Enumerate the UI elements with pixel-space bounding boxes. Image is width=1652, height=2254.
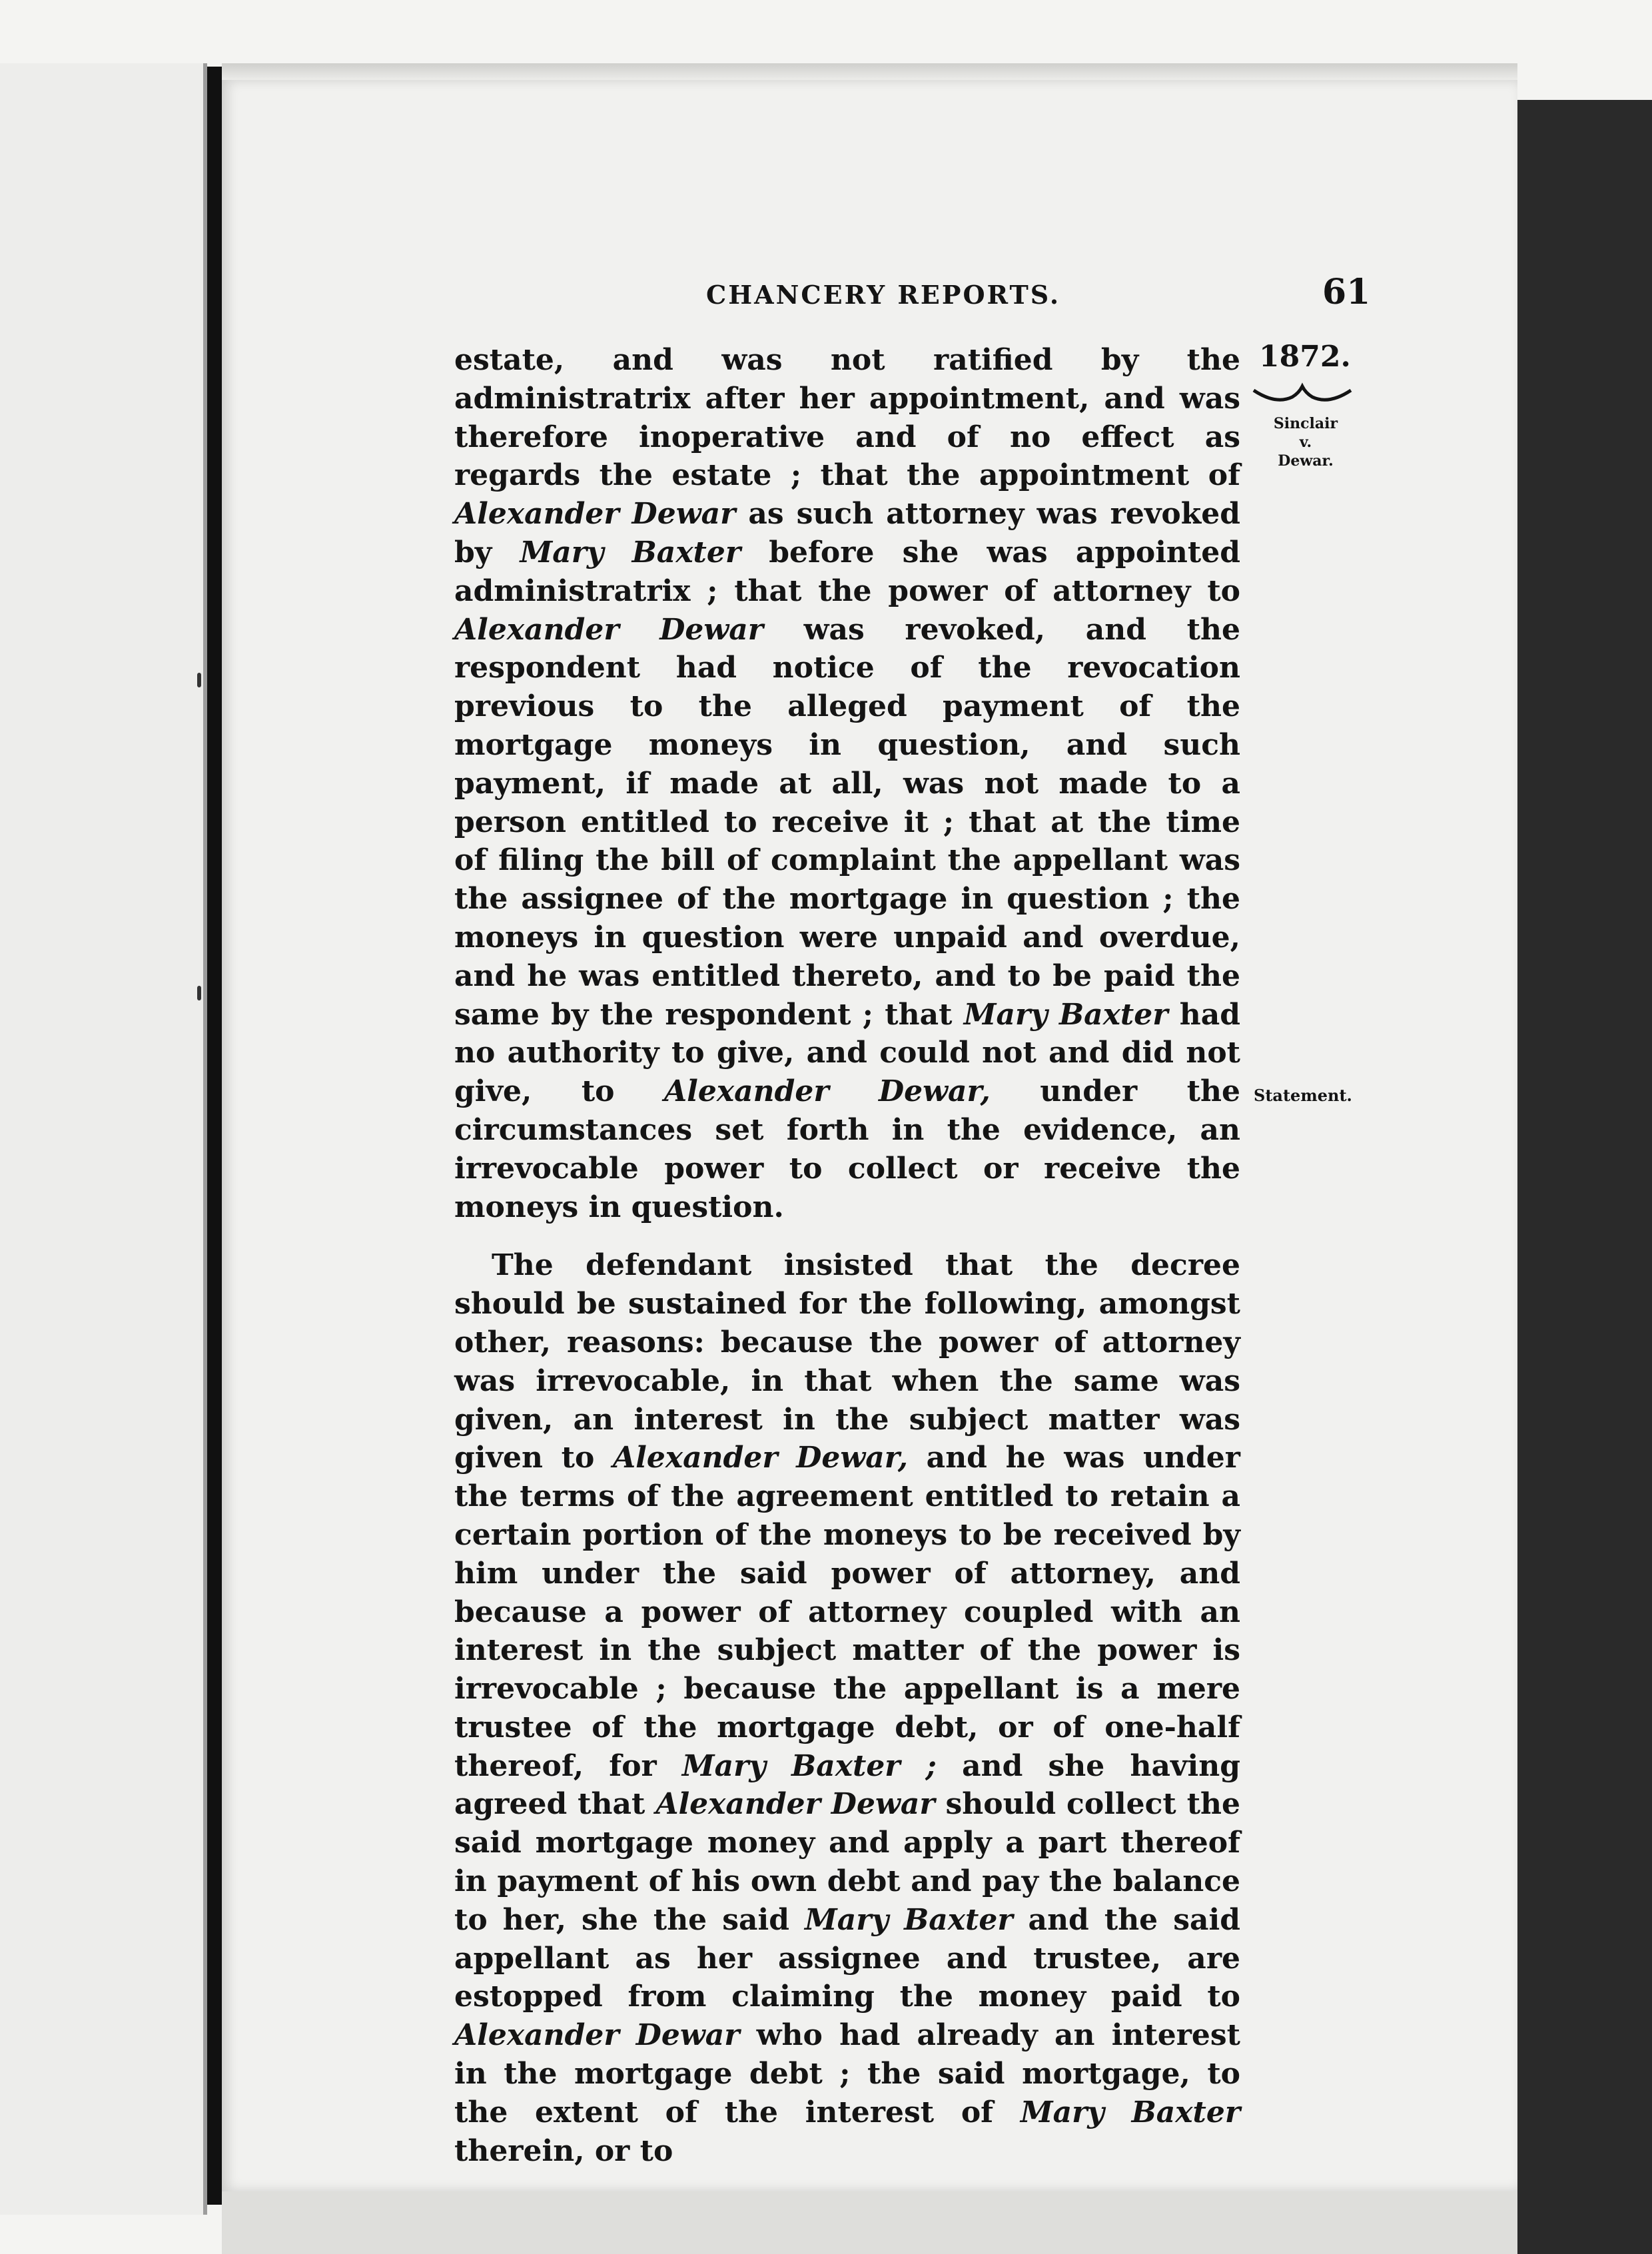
book-gutter (207, 67, 222, 2205)
italic-name: Mary Baxter ; (681, 1748, 937, 1783)
italic-name: Mary Baxter (520, 535, 741, 569)
case-defendant: Dewar. (1278, 452, 1334, 470)
text-span: estate, and was not ratified by the administratrix after her appointment, and was therefore inoperative and of no effect as regards the estate ; that the appointment of (454, 343, 1240, 493)
italic-name: Alexander Dewar (655, 1787, 935, 1822)
margin-case-name (1259, 414, 1352, 470)
text-span: had no authority to give, and could not and did not give, to (454, 997, 1240, 1109)
text-span: as such attorney was revoked by (454, 497, 1240, 569)
paragraph-2 (454, 1246, 1240, 2170)
text-span: should collect the said mortgage money and apply a part thereof in payment of his own debt and pay the balance to her, she the said (454, 1787, 1241, 1937)
text-span: under the circumstances set forth in the evidence, an irrevocable power to collect or receive the moneys in question. (454, 1074, 1241, 1224)
scan-mark (197, 673, 201, 687)
scan-border-right (1517, 100, 1652, 2254)
body-text (454, 341, 1240, 2170)
facing-page-edge (0, 63, 207, 2215)
text-span: was revoked, and the respondent had notice of the revocation previous to the alleged payment of the mortgage moneys in question, and such payment, if made at all, was not made to a person entitled to receive it ; that at the time of filing the bill of complaint the appellant was the assignee of the mortgage in question ; the moneys in question were unpaid and overdue, and he was entitled thereto, and to be paid the same by the respondent ; that (454, 612, 1240, 1032)
case-plaintiff: Sinclair (1273, 415, 1338, 432)
text-span: The defendant insisted that the decree should be sustained for the following, amongst other, reasons: because the power of attorney was irrevocable, in that when the same was given, an interest in the subject matter was given to (454, 1248, 1240, 1475)
italic-name: Alexander Dewar, (663, 1074, 991, 1109)
paragraph-1 (454, 341, 1240, 1226)
margin-year: 1872. (1259, 340, 1351, 374)
italic-name: Mary Baxter (1020, 2095, 1241, 2129)
text-span: and the said appellant as her assignee and trustee, are estopped from claiming the money paid to (454, 1902, 1240, 2014)
italic-name: Alexander Dewar (454, 497, 736, 532)
text-span: before she was appointed administratrix ; that the power of attorney to (454, 535, 1241, 608)
running-head: CHANCERY REPORTS. (706, 280, 1061, 310)
text-span: who had already an interest in the mortgage debt ; the said mortgage, to the extent of the interest of (454, 2018, 1241, 2129)
scan-border-bottom (222, 2191, 1517, 2254)
case-versus: v. (1299, 434, 1312, 451)
margin-section-note: Statement. (1254, 1086, 1352, 1105)
text-span: therein, or to (454, 2133, 673, 2168)
italic-name: Alexander Dewar (454, 2018, 740, 2053)
text-span: and he was under the terms of the agreement entitled to retain a certain portion of the moneys to be received by him under the said power of attorney, and because a power of attorney coupled with an interest in the subject matter of the power is irrevocable ; because the appellant is a mere trustee of the mortgage debt, or of one-half thereof, for (454, 1441, 1240, 1783)
italic-name: Mary Baxter (963, 997, 1168, 1032)
italic-name: Mary Baxter (805, 1902, 1013, 1937)
text-span: and she having agreed that (454, 1748, 1240, 1822)
italic-name: Alexander Dewar, (613, 1441, 909, 1475)
curly-brace-icon (1252, 382, 1352, 409)
scan-mark (197, 986, 201, 1000)
page-number: 61 (1322, 272, 1371, 312)
italic-name: Alexander Dewar (454, 612, 763, 647)
